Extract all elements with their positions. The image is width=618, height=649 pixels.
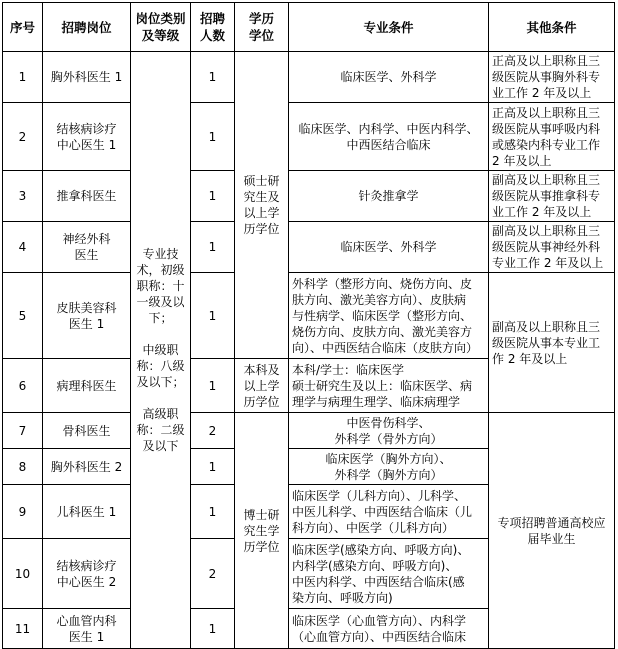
row-post: 儿科医生 1: [43, 485, 131, 539]
row-major: 外科学（整形方向、烧伤方向、皮 肤方向、激光美容方向）、皮肤病 与性病学、临床医学（整形方向、 烧伤方向、皮肤方向、激光美容方 向）、中西医结合临床（皮肤方向）: [289, 273, 489, 359]
merged-edu-bachelor-cell: 本科及 以上学 历学位: [235, 359, 289, 413]
row-major: 临床医学（胸外方向）、 外科学（胸外方向）: [289, 449, 489, 485]
row-no: 7: [3, 413, 43, 449]
row-count: 1: [191, 222, 235, 273]
row-post: 推拿科医生: [43, 171, 131, 222]
row-count: 1: [191, 52, 235, 103]
row-count: 1: [191, 103, 235, 171]
row-count: 1: [191, 449, 235, 485]
row-major: 临床医学、内科学、中医内科学、 中西医结合临床: [289, 103, 489, 171]
merged-category-cell: 专业技 术，初级 职称：十 一级及以 下； 中级职 称：八级 及以下； 高级职 称：二级 及以下: [131, 52, 191, 649]
row-no: 8: [3, 449, 43, 485]
row-count: 2: [191, 539, 235, 609]
row-count: 1: [191, 273, 235, 359]
table-row: [3, 52, 615, 103]
row-no: 5: [3, 273, 43, 359]
row-no: 2: [3, 103, 43, 171]
header-category: 岗位类别 及等级: [131, 3, 191, 52]
header-major: 专业条件: [289, 3, 489, 52]
row-major: 临床医学(感染方向、呼吸方向)、 内科学(感染方向、呼吸方向)、 中医内科学、中西医结合临床(感 染方向、呼吸方向): [289, 539, 489, 609]
row-no: 10: [3, 539, 43, 609]
row-post: 胸外科医生 1: [43, 52, 131, 103]
row-post: 神经外科 医生: [43, 222, 131, 273]
row-other: 副高及以上职称且三 级医院从事神经外科 专业工作 2 年及以上: [489, 222, 615, 273]
merged-edu-master-cell: 硕士研 究生及 以上学 历学位: [235, 52, 289, 359]
row-count: 1: [191, 609, 235, 649]
row-count: 2: [191, 413, 235, 449]
row-post: 皮肤美容科 医生 1: [43, 273, 131, 359]
row-major: 临床医学、外科学: [289, 222, 489, 273]
row-major: 本科/学士：临床医学 硕士研究生及以上：临床医学、病 理学与病理生理学、临床病理学: [289, 359, 489, 413]
header-row: [3, 3, 615, 52]
header-other: 其他条件: [489, 3, 615, 52]
header-edu: 学历 学位: [235, 3, 289, 52]
row-major: 针灸推拿学: [289, 171, 489, 222]
row-count: 1: [191, 171, 235, 222]
row-major: 临床医学（心血管方向）、内科学 （心血管方向）、中西医结合临床: [289, 609, 489, 649]
row-other: 正高及以上职称且三 级医院从事呼吸内科 或感染内科专业工作 2 年及以上: [489, 103, 615, 171]
row-no: 3: [3, 171, 43, 222]
row-no: 9: [3, 485, 43, 539]
table-row: [3, 222, 615, 273]
row-major: 中医骨伤科学、 外科学（骨外方向）: [289, 413, 489, 449]
row-no: 1: [3, 52, 43, 103]
row-post: 心血管内科 医生 1: [43, 609, 131, 649]
row-post: 病理科医生: [43, 359, 131, 413]
row-post: 结核病诊疗 中心医生 2: [43, 539, 131, 609]
row-no: 11: [3, 609, 43, 649]
table-row: [3, 413, 615, 449]
table-row: [3, 171, 615, 222]
table-row: [3, 273, 615, 359]
row-post: 结核病诊疗 中心医生 1: [43, 103, 131, 171]
row-count: 1: [191, 359, 235, 413]
header-no: 序号: [3, 3, 43, 52]
row-other: 副高及以上职称且三 级医院从事推拿科专 业工作 2 年及以上: [489, 171, 615, 222]
merged-edu-doctor-cell: 博士研 究生学 历学位: [235, 413, 289, 649]
row-count: 1: [191, 485, 235, 539]
recruitment-table: [2, 2, 615, 649]
row-other: 正高及以上职称且三 级医院从事胸外科专 业工作 2 年及以上: [489, 52, 615, 103]
row-post: 胸外科医生 2: [43, 449, 131, 485]
row-no: 6: [3, 359, 43, 413]
row-major: 临床医学（儿科方向）、儿科学、 中医儿科学、中西医结合临床（儿 科方向）、中医学（儿科方向）: [289, 485, 489, 539]
row-no: 4: [3, 222, 43, 273]
row-major: 临床医学、外科学: [289, 52, 489, 103]
table-row: [3, 103, 615, 171]
merged-other-deputy-cell: 副高及以上职称且三 级医院从事本专业工 作 2 年及以上: [489, 273, 615, 413]
row-post: 骨科医生: [43, 413, 131, 449]
header-post: 招聘岗位: [43, 3, 131, 52]
merged-other-special-cell: 专项招聘普通高校应 届毕业生: [489, 413, 615, 649]
header-count: 招聘 人数: [191, 3, 235, 52]
